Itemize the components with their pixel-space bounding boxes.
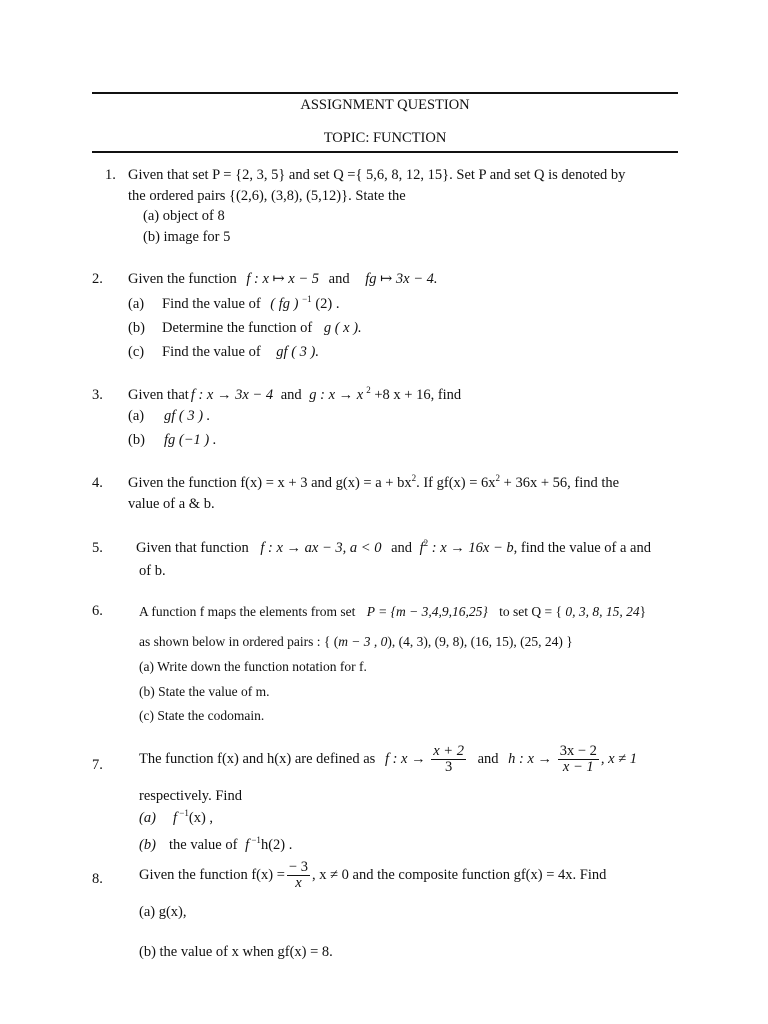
q7-f-numerator: x + 2 xyxy=(433,743,464,759)
q7-b-f: f xyxy=(245,837,250,853)
q7-line2: respectively. Find xyxy=(139,788,242,804)
q1-part-b: (b) image for 5 xyxy=(143,229,231,245)
q2-a-exponent: −1 xyxy=(302,294,312,305)
q2-line1 xyxy=(128,271,438,288)
q2-number: 2. xyxy=(92,271,103,287)
q6-set-q-elements: 0, 3, 8, 15, 24 xyxy=(561,604,640,619)
q8-part-b: (b) the value of x when gf(x) = 8. xyxy=(139,944,333,960)
q5-number: 5. xyxy=(92,540,103,556)
q1-line2: the ordered pairs {(2,6), (3,8), (5,12)}. State the xyxy=(128,188,406,204)
q2-intro: Given the function xyxy=(128,271,237,287)
q3-b-expr: fg (−1 ) . xyxy=(164,432,217,448)
q7-b-exponent: −1 xyxy=(249,835,261,846)
q5-f2-name: f xyxy=(419,540,424,556)
q4-text-a: Given the function f(x) = x + 3 and g(x) = a + bx xyxy=(128,475,412,491)
q6-part-b: (b) State the value of m. xyxy=(139,684,270,699)
q2-f-definition: f : x ↦ x − 5 xyxy=(246,271,320,287)
q7-a-exponent: −1 xyxy=(177,808,189,819)
q2-b-label: (b) xyxy=(128,320,145,336)
q2-part-a xyxy=(128,296,339,313)
q4-text-c: + 36x + 56, find the xyxy=(500,475,620,491)
q7-a-rest: (x) , xyxy=(188,810,214,826)
q2-b-text: Determine the function of xyxy=(162,320,313,336)
q8-rest: , x ≠ 0 and the composite function gf(x) = 4x. Find xyxy=(311,867,607,884)
q4-line2: value of a & b. xyxy=(128,496,215,512)
q6-part-c: (c) State the codomain. xyxy=(139,708,265,723)
q6-part-a: (a) Write down the function notation for f. xyxy=(139,659,367,674)
q1-line1: Given that set P = {2, 3, 5} and set Q ={ 5,6, 8, 12, 15}. Set P and set Q is denoted by xyxy=(128,167,626,183)
q2-b-expr: g ( x ). xyxy=(323,320,362,336)
q6-intro: A function f maps the elements from set xyxy=(139,604,356,619)
q4-number: 4. xyxy=(92,475,103,491)
q3-g-exponent: 2 xyxy=(366,385,371,396)
q6-line2 xyxy=(139,634,573,650)
q3-g-rest: +8 x + 16, find xyxy=(370,387,462,403)
q6-number: 6. xyxy=(92,603,103,619)
q6-pairs-rest: ), (4, 3), (9, 8), (16, 15), (25, 24) } xyxy=(387,634,573,649)
q5-f-definition: f : x → ax − 3, a < 0 xyxy=(260,540,382,556)
q3-and: and xyxy=(280,387,302,403)
q7-b-text: the value of xyxy=(169,837,238,853)
q8-numerator: − 3 xyxy=(288,859,308,875)
q6-set-q-close: } xyxy=(639,604,647,619)
q5-line1 xyxy=(136,540,651,557)
q3-g-definition: g : x → x xyxy=(309,387,364,403)
q3-part-a xyxy=(128,408,210,425)
q8-part-a: (a) g(x), xyxy=(139,904,187,920)
q7-f-lhs: f : x → xyxy=(384,751,426,768)
q6-set-p: P = {m − 3,4,9,16,25} xyxy=(366,604,488,619)
q5-and: and xyxy=(391,540,413,556)
q1-part-a: (a) object of 8 xyxy=(143,208,225,224)
q4-line1 xyxy=(128,475,619,492)
q7-h-fraction xyxy=(558,744,599,775)
q2-c-text: Find the value of xyxy=(162,344,261,360)
q7-h-denominator: x − 1 xyxy=(562,759,594,776)
q8-denominator: x xyxy=(295,875,302,892)
q2-a-expr: ( fg ) xyxy=(270,296,303,312)
q6-to-set-q: to set Q = { xyxy=(499,604,562,619)
q5-intro: Given that function xyxy=(136,540,249,556)
q7-and: and xyxy=(477,751,499,768)
q7-number: 7. xyxy=(92,757,103,773)
q3-line1 xyxy=(128,387,461,404)
q2-part-c xyxy=(128,344,319,361)
q3-a-expr: gf ( 3 ) . xyxy=(164,408,211,424)
q7-b-label: (b) xyxy=(139,837,156,853)
q2-fg-definition: fg ↦ 3x − 4. xyxy=(365,271,438,287)
q1-number: 1. xyxy=(105,167,116,183)
q6-pairs-intro: as shown below in ordered pairs : { ( xyxy=(139,634,339,649)
q2-a-text: Find the value of xyxy=(162,296,261,312)
q7-b-rest: h(2) . xyxy=(260,837,293,853)
header-bottom-rule xyxy=(92,151,678,153)
q3-intro: Given that xyxy=(128,387,189,403)
q2-c-label: (c) xyxy=(128,344,145,360)
q7-part-b xyxy=(139,837,292,854)
q2-part-b xyxy=(128,320,362,337)
q7-line1 xyxy=(139,744,637,775)
q5-rest: , find the value of a and xyxy=(513,540,651,556)
q2-a-label: (a) xyxy=(128,296,145,312)
q5-f2-definition: : x → 16x − b xyxy=(428,540,514,556)
q3-b-label: (b) xyxy=(128,432,145,448)
q3-a-label: (a) xyxy=(128,408,145,424)
q8-number: 8. xyxy=(92,871,103,887)
q4-exponent-2: 2 xyxy=(495,473,501,484)
top-rule xyxy=(92,92,678,94)
q8-fraction xyxy=(287,860,310,891)
q2-and: and xyxy=(328,271,350,287)
q7-h-lhs: h : x → xyxy=(508,751,553,768)
q3-part-b xyxy=(128,432,216,449)
assignment-title: ASSIGNMENT QUESTION xyxy=(300,97,470,113)
q2-c-expr: gf ( 3 ). xyxy=(276,344,319,360)
q6-line1 xyxy=(139,604,646,620)
q6-first-pair: m − 3 , 0 xyxy=(338,634,388,649)
q7-h-numerator: 3x − 2 xyxy=(559,743,597,759)
q2-a-arg: (2) . xyxy=(311,296,340,312)
q7-f-fraction xyxy=(431,744,466,775)
q3-number: 3. xyxy=(92,387,103,403)
q3-f-definition: f : x → 3x − 4 xyxy=(190,387,274,403)
q4-text-b: . If gf(x) = 6x xyxy=(416,475,496,491)
topic-title: TOPIC: FUNCTION xyxy=(323,130,447,146)
q7-a-f: f xyxy=(173,810,178,826)
q4-exponent-1: 2 xyxy=(411,473,417,484)
q7-part-a xyxy=(139,810,213,827)
q7-intro: The function f(x) and h(x) are defined as xyxy=(139,751,376,768)
q5-line2: of b. xyxy=(139,563,166,579)
q7-a-label: (a) xyxy=(139,810,156,826)
q7-h-condition: , x ≠ 1 xyxy=(600,751,638,768)
q8-intro: Given the function f(x) = xyxy=(139,867,285,884)
q7-f-denominator: 3 xyxy=(444,759,453,776)
q5-f2-exponent: 2 xyxy=(423,538,429,549)
q8-line1 xyxy=(139,860,606,891)
